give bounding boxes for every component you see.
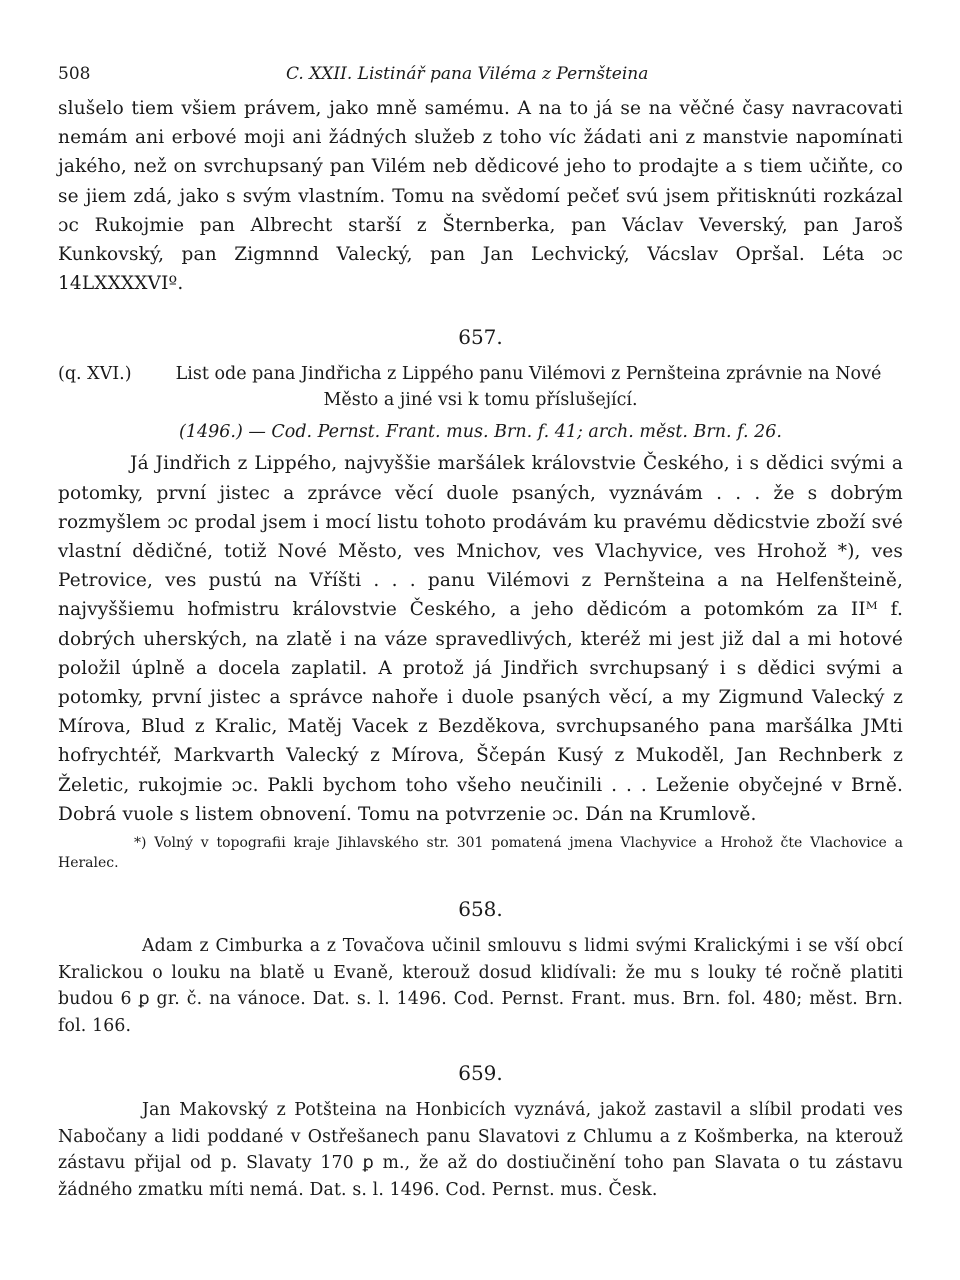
source-citation-657: (1496.) — Cod. Pernst. Frant. mus. Brn. f. 41; arch. měst. Brn. f. 26. (179, 422, 782, 443)
running-header (58, 60, 903, 94)
running-title: C. XXII. Listinář pana Viléma z Pernšteina (286, 64, 649, 84)
document-body-657: Já Jindřich z Lippého, najvyššie maršálek královstvie Českého, i s dědici svými a potomky, první jistec a zprávce věcí duole psaných, vyznávám . . . že s dobrým rozmyšlem ɔc prodal jsem i mocí listu tohoto prodávám ku pravému dědicstvie zboží své vlastní dědičné, totiž Nové Město, ves Mnichov, ves Vlachyvice, ves Hrohož *), ves Petrovice, ves pustú na Vříšti . . . panu Vilémovi z Pernšteina a na Helfenšteině, najvyššiemu hofmistru královstvie Českého, a jeho dědicóm a potomkóm za IIᴹ f. dobrých uherských, na zlatě i na váze spravedlivých, kteréž mi jest již dal a mi hotové položil úplně a docela zaplatil. A protož já Jindřich svrchupsaný i s dědici svými a potomky, první jistec a správce nahoře i duole psaných věcí, a my Zigmund Valecký z Mírova, Blud z Kralic, Matěj Vacek z Bezděkova, svrchupsaného pana maršálka JMti hofrychtéř, Markvarth Valecký z Mírova, Ščepán Kusý z Mukoděl, Jan Rechnberk z Želetic, rukojmie ɔc. Pakli bychom toho všeho neučinili . . . Leženie obyčejné v Brně. Dobrá vuole s listem obnovení. Tomu na potvrzenie ɔc. Dán na Krumlově. (58, 453, 903, 825)
page-number: 508 (58, 64, 91, 84)
document-number-659: 659. (458, 1061, 503, 1086)
heading-text: List ode pana Jindřicha z Lippého panu Vilémovi z Pernšteina zprávnie na Nové Město a jiné vsi k tomu příslušející. (175, 364, 882, 411)
document-number-657: 657. (458, 325, 503, 350)
document-page (58, 60, 903, 1203)
heading-label: (q. XVI.) (58, 364, 132, 385)
document-heading-657 (58, 361, 903, 413)
document-regest-659: Jan Makovský z Potšteina na Honbicích vyznává, jakož zastavil a slíbil prodati ves Nabočany a lidi poddané v Ostřešanech panu Slavatovi z Chlumu a z Košmberka, na kterouž zástavu přijal od p. Slavaty 170 ꝑ m., že až do dostiučinění toho pan Slavata o tu zástavu žádného zmatku míti nemá. Dat. s. l. 1496. Cod. Pernst. mus. Česk. (58, 1100, 903, 1200)
document-number-658: 658. (458, 897, 503, 922)
footnote: *) Volný v topografii kraje Jihlavského str. 301 pomatená jmena Vlachyvice a Hrohož čte Vlachovice a Heralec. (58, 835, 903, 872)
document-regest-658: Adam z Cimburka a z Tovačova učinil smlouvu s lidmi svými Kralickými i se vší obcí Kralickou o louku na blatě u Evaně, kterouž dosud klidívali: že mu s louky té ročně platiti budou 6 ꝑ gr. č. na vánoce. Dat. s. l. 1496. Cod. Pernst. Frant. mus. Brn. fol. 480; měst. Brn. fol. 166. (58, 936, 903, 1036)
continuation-paragraph: slušelo tiem všiem právem, jako mně samému. A na to já se na věčné časy navracovati nemám ani erbové moji ani žádných služeb z toho víc žádati ani z manstvie napomínati jakého, než on svrchupsaný pan Vilém neb dědicové jeho to prodajte a s tiem učiňte, co se jiem zdá, jako s svým vlastním. Tomu na svědomí pečeť svú jsem přitisknúti rozkázal ɔc Rukojmie pan Albrecht starší z Šternberka, pan Václav Veverský, pan Jaroš Kunkovský, pan Zigmnnd Valecký, pan Jan Lechvický, Vácslav Opršal. Léta ɔc 14LXXXXVIº. (58, 98, 903, 295)
